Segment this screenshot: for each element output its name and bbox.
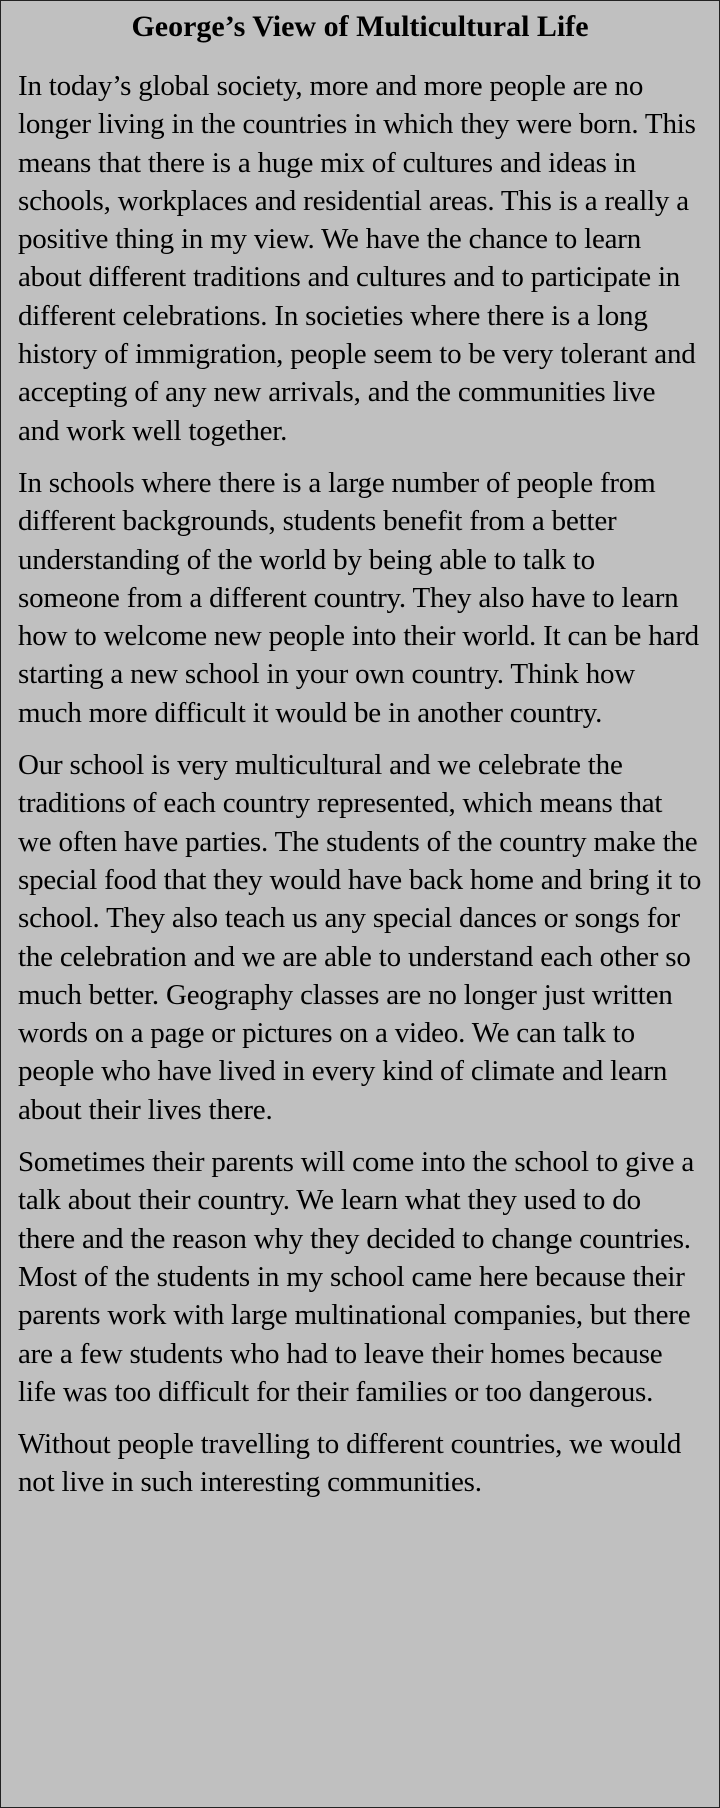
paragraph-2: In schools where there is a large number of people from different backgrounds, students benefit from a better understanding of the world by being able to talk to someone from a different country. They also have to learn how to welcome new people into their world. It can be hard starting a new school in your own country. Think how much more difficult it would be in another country. [18, 466, 699, 729]
paragraph-1: In today’s global society, more and more people are no longer living in the countries in which they were born. This means that there is a huge mix of cultures and ideas in schools, workplaces and residential areas. This is a really a positive thing in my view. We have the chance to learn about different traditions and cultures and to participate in different celebrations. In societies where there is a long history of immigration, people seem to be very tolerant and accepting of any new arrivals, and the communities live and work well together. [18, 70, 696, 447]
paragraph-4: Sometimes their parents will come into the school to give a talk about their country. We learn what they used to do there and the reason why they decided to change countries. Most of the students in my school came here because their parents work with large multinational companies, but there are a few students who had to leave their homes because life was too difficult for their families or too dangerous. [18, 1146, 695, 1408]
paragraph-5: Without people travelling to different countries, we would not live in such interesting communities. [18, 1428, 682, 1499]
paragraph-3: Our school is very multicultural and we celebrate the traditions of each country represented, which means that we often have parties. The students of the country make the special food that they would have back home and bring it to school. They also teach us any special dances or songs for the celebration and we are able to understand each other so much better. Geography classes are no longer just written words on a page or pictures on a video. We can talk to people who have lived in every kind of climate and learn about their lives there. [18, 749, 702, 1126]
document-title: George’s View of Multicultural Life [131, 10, 589, 43]
